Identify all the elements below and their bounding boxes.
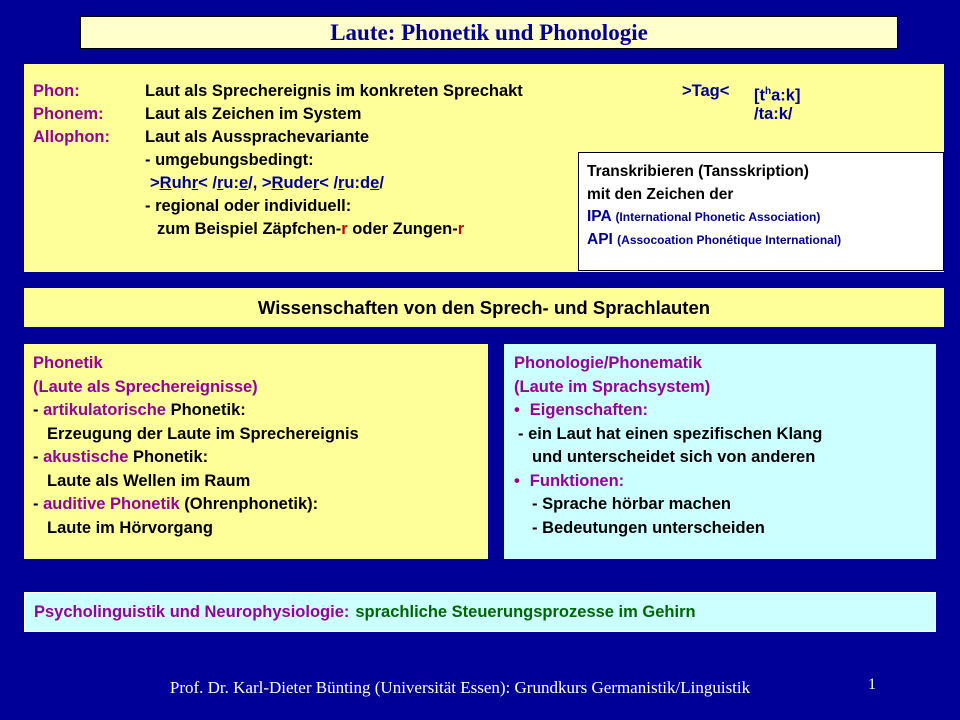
phonetik-box (24, 344, 488, 559)
ruhr-example (150, 172, 384, 195)
eigenschaften-label: Eigenschaften: (529, 401, 649, 419)
phonem-row (33, 103, 361, 126)
phon-ipa-sup: h (765, 86, 772, 97)
artikulatorisch-desc: Erzeugung der Laute im Sprechereignis (47, 424, 359, 443)
ex-p11: ude (283, 174, 313, 192)
phon-row (33, 80, 523, 103)
phonem-text: Laut als Zeichen im System (145, 105, 362, 123)
artikulatorisch-line (33, 399, 488, 423)
page-number: 1 (868, 676, 876, 693)
phonologie-title: Phonologie/Phonematik (514, 354, 702, 372)
conditioned-text: - umgebungsbedingt: (145, 151, 314, 169)
psycho-box (24, 592, 936, 632)
ex-p14: r (338, 174, 345, 192)
bullet-1: • (514, 401, 520, 419)
ex-p4: r (191, 174, 199, 192)
ex-p15: u:d (344, 174, 371, 192)
eigenschaft-2: und unterscheidet sich von anderen (532, 448, 816, 466)
example-r2: r (457, 220, 465, 238)
phonologie-box (504, 344, 936, 559)
transcription-box (578, 152, 944, 271)
art-term: artikulatorische (43, 401, 166, 419)
phon-example: >Tag< (682, 82, 730, 100)
funktion-2: - Bedeutungen unterscheiden (532, 518, 765, 537)
ex-p7: u: (223, 174, 239, 192)
ex-p1: > (150, 174, 160, 192)
art-suffix: Phonetik: (165, 401, 246, 419)
bullet-2: • (514, 471, 520, 490)
transcription-line2: mit den Zeichen der (587, 185, 734, 203)
akustisch-line (33, 446, 488, 470)
transcription-line1: Transkribieren (Tansskription) (587, 163, 809, 180)
slide-title: Laute: Phonetik und Phonologie (80, 16, 898, 49)
allophon-label: Allophon: (33, 128, 110, 146)
ex-p3: uh (171, 174, 192, 192)
footer-text: Prof. Dr. Karl-Dieter Bünting (Universität Essen): Grundkurs Germanistik/Linguistik (169, 678, 751, 697)
eigenschaften-line (514, 399, 936, 423)
ak-term: akustische (43, 448, 129, 466)
auditiv-desc: Laute im Hörvorgang (47, 518, 213, 537)
api-full: (Assocoation Phonétique International) (617, 232, 842, 247)
example-a: zum Beispiel Zäpfchen- (157, 220, 342, 238)
ex-p17: / (379, 174, 384, 192)
dash-2: - (33, 448, 44, 466)
ex-p16: e (370, 174, 380, 192)
psycho-label: Psycholinguistik und Neurophysiologie: (34, 602, 350, 621)
au-term: auditive Phonetik (43, 495, 180, 513)
api-line (587, 229, 943, 252)
auditiv-line (33, 493, 488, 517)
ipa-line (587, 206, 943, 229)
funktionen-label: Funktionen: (529, 471, 625, 490)
allophon-text: Laut als Aussprachevariante (145, 128, 370, 146)
phonetik-title: Phonetik (33, 354, 103, 372)
dash-1: - (33, 401, 44, 419)
phonem-label: Phonem: (33, 105, 104, 123)
funktionen-line (514, 470, 936, 494)
phon-ipa-post: a:k] (771, 86, 801, 105)
example-r1: r (341, 220, 348, 238)
allophon-row (33, 126, 369, 149)
ex-p8: e (238, 174, 249, 192)
phonologie-subtitle: (Laute im Sprachsystem) (514, 377, 711, 396)
ex-p2: R (159, 174, 172, 192)
eigenschaft-1: - ein Laut hat einen spezifischen Klang (518, 424, 823, 443)
au-suffix: (Ohrenphonetik): (179, 495, 319, 513)
api-abbr: API (587, 230, 613, 248)
phon-label: Phon: (33, 82, 80, 100)
akustisch-desc: Laute als Wellen im Raum (47, 471, 251, 490)
ex-p6: r (216, 174, 224, 192)
psycho-text: sprachliche Steuerungsprozesse im Gehirn (355, 602, 696, 621)
ex-p12: r (312, 174, 320, 192)
phon-text: Laut als Sprechereignis im konkreten Sprechakt (145, 82, 523, 100)
zaepfchen-example (157, 218, 464, 241)
ex-p9: /, > (248, 174, 272, 192)
ak-suffix: Phonetik: (128, 448, 209, 466)
ipa-abbr: IPA (587, 208, 612, 225)
dash-3: - (33, 495, 44, 513)
phon-ipa-pre: [t (754, 86, 765, 105)
ex-p13: < / (319, 174, 339, 192)
regional-text: - regional oder individuell: (145, 197, 352, 215)
example-b: oder Zungen- (347, 220, 458, 238)
ipa-full: (International Phonetic Association) (615, 210, 821, 224)
ex-p10: R (271, 174, 284, 192)
section-heading: Wissenschaften von den Sprech- und Sprachlauten (24, 288, 944, 327)
funktion-1: - Sprache hörbar machen (532, 495, 731, 513)
ex-p5: < / (198, 174, 217, 192)
phonem-ipa: /ta:k/ (754, 105, 793, 123)
phonetik-subtitle: (Laute als Sprechereignisse) (33, 377, 258, 396)
